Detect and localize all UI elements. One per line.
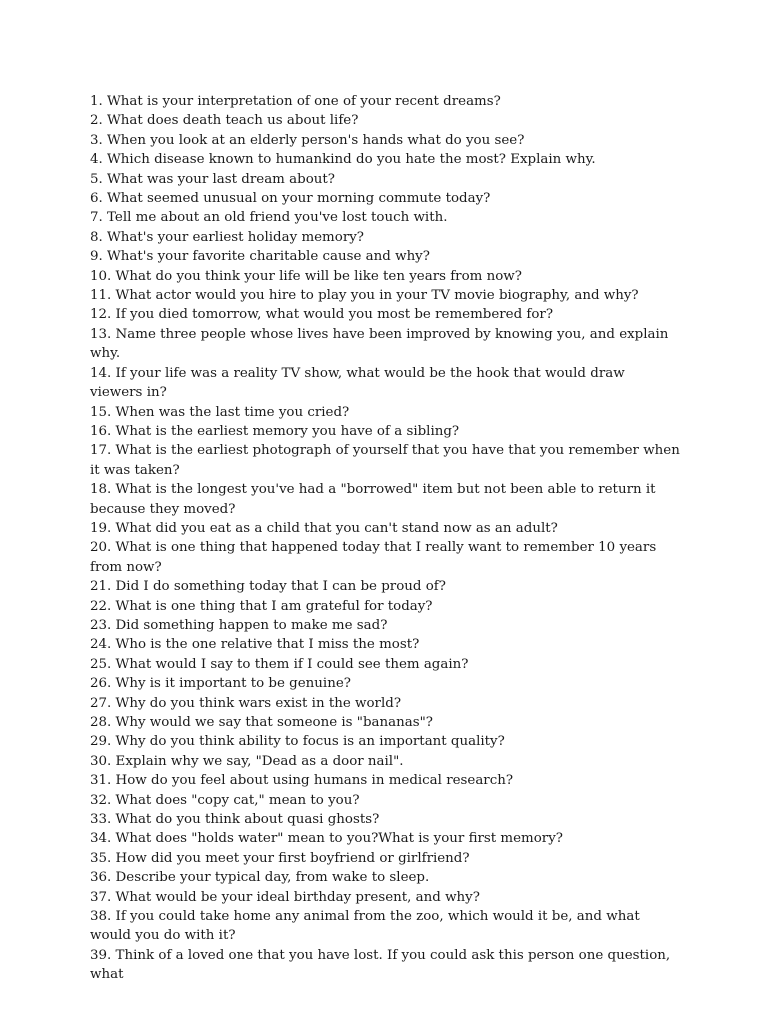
list-item: 18. What is the longest you've had a "borrowed" item but not been able to return it because they moved? [90,482,656,517]
list-item: 12. If you died tomorrow, what would you most be remembered for? [90,307,554,323]
list-item: 10. What do you think your life will be like ten years from now? [90,268,522,284]
list-item: 26. Why is it important to be genuine? [90,676,351,692]
list-item: 19. What did you eat as a child that you can't stand now as an adult? [90,520,558,536]
list-item: 32. What does "copy cat," mean to you? [90,792,360,808]
list-item: 31. How do you feel about using humans in medical research? [90,773,514,789]
list-item: 4. Which disease known to humankind do you hate the most? Explain why. [90,152,596,168]
list-item: 24. Who is the one relative that I miss the most? [90,637,420,653]
list-item: 11. What actor would you hire to play you in your TV movie biography, and why? [90,288,639,304]
list-item: 6. What seemed unusual on your morning commute today? [90,191,491,207]
list-item: 23. Did something happen to make me sad? [90,617,388,633]
list-item: 33. What do you think about quasi ghosts? [90,812,380,828]
list-item: 29. Why do you think ability to focus is an important quality? [90,734,505,750]
list-item: 28. Why would we say that someone is "bananas"? [90,715,433,730]
list-item: 2. What does death teach us about life? [90,113,359,129]
list-item: 36. Describe your typical day, from wake to sleep. [90,870,430,886]
list-item: 30. Explain why we say, "Dead as a door nail". [90,753,404,769]
list-item: 14. If your life was a reality TV show, what would be the hook that would draw viewers in? [90,365,625,401]
list-item: 7. Tell me about an old friend you've lost touch with. [90,210,448,226]
list-item: 38. If you could take home any animal from the zoo, which would it be, and what would you do with it? [90,909,640,944]
list-item: 21. Did I do something today that I can be proud of? [90,579,446,595]
list-item: 5. What was your last dream about? [90,171,335,187]
list-item: 39. Think of a loved one that you have lost. If you could ask this person one question, what [90,947,671,983]
list-item: 16. What is the earliest memory you have of a sibling? [90,423,460,439]
list-item: 1. What is your interpretation of one of your recent dreams? [90,94,501,109]
list-item: 3. When you look at an elderly person's hands what do you see? [90,132,525,148]
document-page [90,92,680,985]
list-item: 27. Why do you think wars exist in the world? [90,695,401,711]
list-item: 8. What's your earliest holiday memory? [90,229,364,245]
list-item: 15. When was the last time you cried? [90,404,350,420]
list-item: 13. Name three people whose lives have been improved by knowing you, and explain why. [90,326,669,362]
list-item: 37. What would be your ideal birthday present, and why? [90,889,480,905]
list-item: 20. What is one thing that happened today that I really want to remember 10 years from now? [90,540,657,575]
list-item: 22. What is one thing that I am grateful for today? [90,598,433,614]
question-list [90,92,680,985]
list-item: 34. What does "holds water" mean to you?What is your first memory? [90,831,563,847]
list-item: 35. How did you meet your first boyfriend or girlfriend? [90,850,470,866]
list-item: 17. What is the earliest photograph of yourself that you have that you remember when it was taken? [90,443,680,478]
list-item: 25. What would I say to them if I could see them again? [90,656,469,672]
list-item: 9. What's your favorite charitable cause and why? [90,249,430,265]
